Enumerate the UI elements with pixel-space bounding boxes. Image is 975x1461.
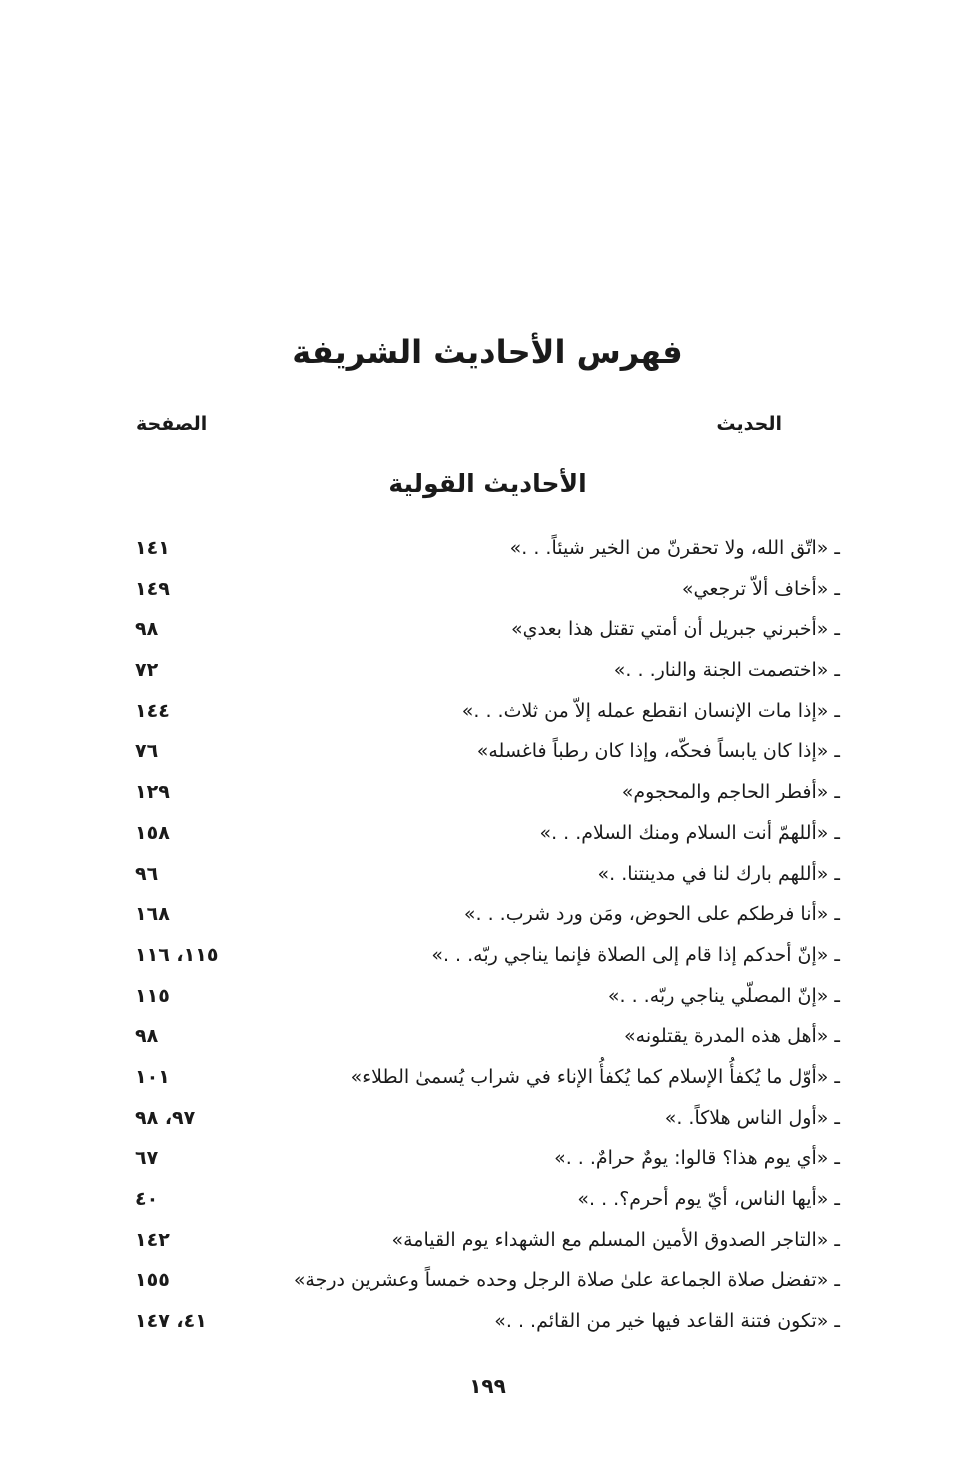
hadith-text: ـ «إنّ المصلّي يناجي ربّه. . .» — [607, 984, 840, 1007]
hadith-index-list — [135, 528, 840, 1342]
section-title: الأحاديث القولية — [388, 469, 587, 498]
hadith-text: ـ «أخاف ألاّ ترجعي» — [681, 577, 840, 600]
list-item — [135, 731, 840, 772]
list-item — [135, 650, 840, 691]
list-item — [135, 569, 840, 610]
list-item — [135, 1057, 840, 1098]
hadith-text: ـ «أفطر الحاجم والمحجوم» — [621, 781, 840, 804]
page-reference: ٩٨ — [135, 618, 159, 641]
list-item — [135, 1016, 840, 1057]
list-item — [135, 609, 840, 650]
list-item — [135, 1260, 840, 1301]
list-item — [135, 528, 840, 569]
page-reference: ٩٨ — [135, 1025, 159, 1048]
column-header-hadith: الحديث — [716, 413, 782, 435]
hadith-text: ـ «تكون فتنة القاعد فيها خير من القائم. . .» — [494, 1310, 840, 1333]
hadith-text: ـ «أول الناس هلاكاً. .» — [664, 1106, 840, 1129]
page-reference: ١٠١ — [135, 1065, 170, 1088]
list-item — [135, 1179, 840, 1220]
list-item — [135, 1098, 840, 1139]
hadith-text: ـ «اختصمت الجنة والنار. . .» — [613, 659, 840, 682]
page-reference: ١٥٥ — [135, 1269, 170, 1292]
hadith-text: ـ «تفضل صلاة الجماعة علىٰ صلاة الرجل وحده خمساً وعشرين درجة» — [293, 1269, 840, 1292]
hadith-text: ـ «أللهم بارك لنا في مدينتنا. .» — [597, 862, 840, 885]
hadith-text: ـ «التاجر الصدوق الأمين المسلم مع الشهداء يوم القيامة» — [391, 1228, 840, 1251]
page-reference: ١٤١ — [135, 537, 170, 559]
hadith-text: ـ «أوّل ما يُكفأُ الإسلام كما يُكفأُ الإناء في شراب يُسمىٰ الطلاء» — [350, 1065, 840, 1088]
hadith-text: ـ «إنّ أحدكم إذا قام إلى الصلاة فإنما يناجي ربّه. . .» — [431, 943, 840, 966]
list-item — [135, 1220, 840, 1261]
hadith-text: ـ «أهل هذه المدرة يقتلونه» — [624, 1025, 840, 1048]
page-reference: ١٤٩ — [135, 577, 170, 600]
hadith-text: ـ «أللهمّ أنت السلام ومنك السلام. . .» — [539, 821, 840, 844]
page-reference: ١١٥ — [135, 984, 170, 1007]
list-item — [135, 691, 840, 732]
page-reference: ٤٠ — [135, 1188, 159, 1210]
column-header-page: الصفحة — [136, 413, 208, 435]
list-item — [135, 894, 840, 935]
page-reference: ٤١، ١٤٧ — [135, 1310, 207, 1333]
hadith-text: ـ «أخبرني جبريل أن أمتي تقتل هذا بعدي» — [511, 618, 840, 641]
hadith-text: ـ «أي يوم هذا؟ قالوا: يومٌ حرامٌ. . .» — [554, 1147, 840, 1170]
page-reference: ٩٧، ٩٨ — [135, 1106, 196, 1129]
list-item — [135, 813, 840, 854]
page-reference: ١٥٨ — [135, 821, 170, 844]
list-item — [135, 854, 840, 895]
page-reference: ١١٥، ١١٦ — [135, 943, 219, 966]
list-item — [135, 976, 840, 1017]
page-reference: ٧٦ — [135, 740, 159, 763]
page-reference: ٩٦ — [135, 862, 159, 885]
list-item — [135, 1301, 840, 1342]
list-item — [135, 935, 840, 976]
page-reference: ١٦٨ — [135, 903, 170, 926]
page-reference: ٦٧ — [135, 1147, 159, 1170]
hadith-text: ـ «أيها الناس، أيّ يوم أحرم؟. . .» — [577, 1188, 840, 1210]
hadith-text: ـ «أنا فرطكم على الحوض، ومَن ورد شرب. . .» — [463, 903, 840, 926]
page-title: فهرس الأحاديث الشريفة — [292, 333, 683, 371]
page-reference: ١٢٩ — [135, 781, 170, 804]
page-number: ١٩٩ — [469, 1374, 506, 1398]
hadith-text: ـ «اتّق الله، ولا تحقرنّ من الخير شيئاً. . .» — [509, 537, 840, 559]
page-reference: ١٤٢ — [135, 1228, 170, 1251]
list-item — [135, 1138, 840, 1179]
hadith-text: ـ «إذا مات الإنسان انقطع عمله إلاّ من ثلاث. . .» — [461, 699, 840, 722]
page-reference: ٧٢ — [135, 659, 159, 682]
hadith-text: ـ «إذا كان يابساً فحكّه، وإذا كان رطباً فاغسله» — [476, 740, 840, 763]
page-reference: ١٤٤ — [135, 699, 170, 722]
list-item — [135, 772, 840, 813]
